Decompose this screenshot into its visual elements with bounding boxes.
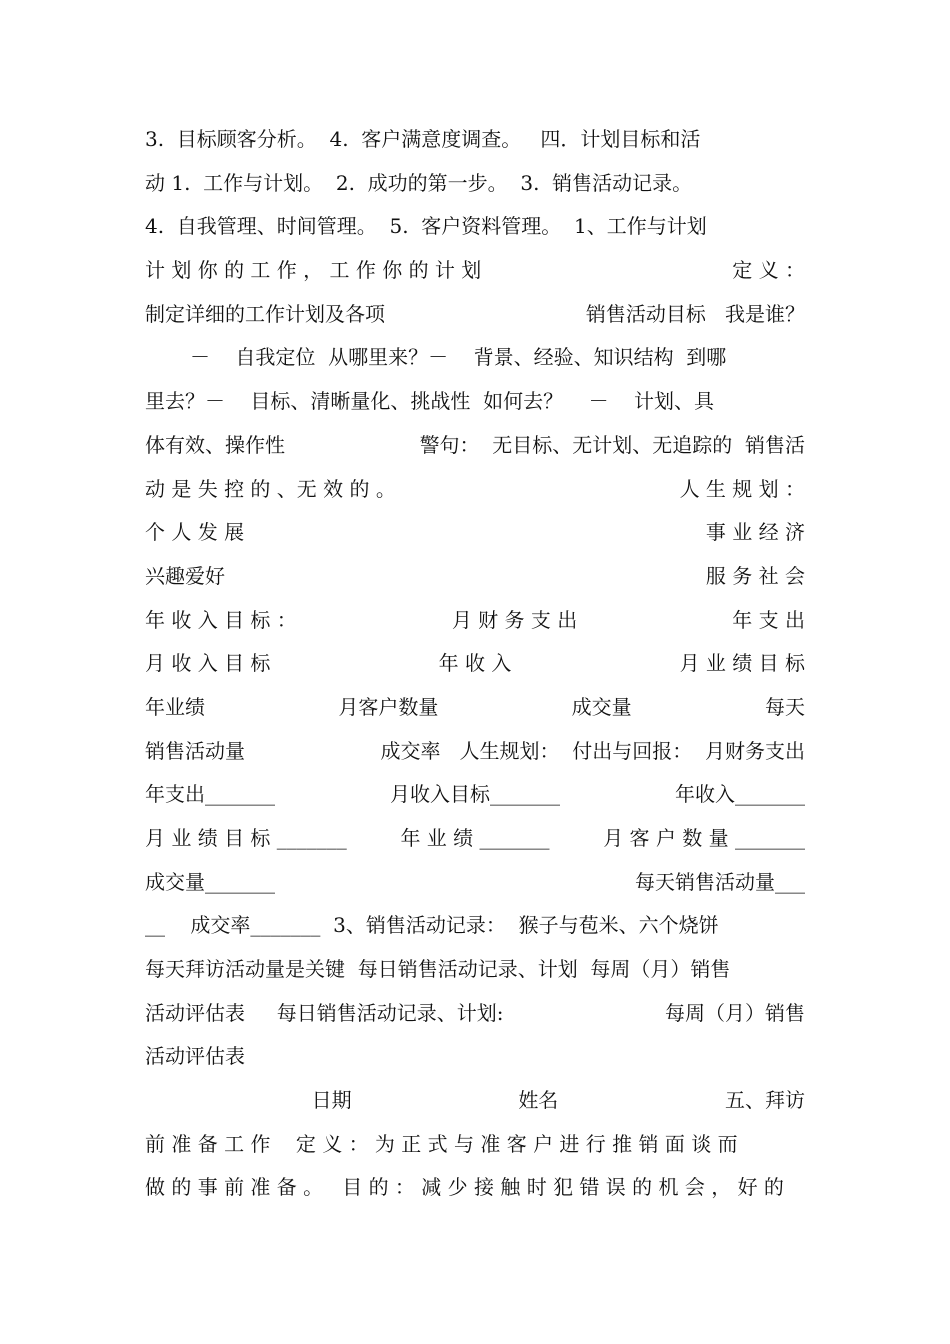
text-segment: 月客户数量	[338, 695, 439, 719]
text-segment: 4. 自我管理、时间管理。 5. 客户资料管理。 1、工作与计划	[145, 214, 707, 238]
text-segment: 销售活动量	[145, 739, 245, 763]
text-segment: 成交量_______	[145, 870, 275, 894]
text-segment: 年 收 入 目 标 ：	[145, 608, 297, 632]
text-segment: 3. 目标顾客分析。 4. 客户满意度调查。 四．计划目标和活	[145, 127, 701, 151]
text-segment: 每天拜访活动量是关键 每日销售活动记录、计划 每周（月）销售	[145, 957, 731, 981]
text-line	[145, 1172, 805, 1202]
text-segment: 姓名	[518, 1088, 559, 1112]
text-segment: 成交量	[571, 695, 632, 719]
text-segment: 里去？－ 目标、清晰量化、挑战性 如何去？ － 计划、具	[145, 389, 715, 413]
text-segment: 活动评估表	[145, 1044, 245, 1068]
text-segment: 年 业 绩 _______	[400, 826, 550, 850]
text-segment: － 自我定位 从哪里来？－ 背景、经验、知识结构 到哪	[190, 345, 727, 369]
text-segment: 月 财 务 支 出	[451, 608, 578, 632]
text-line	[145, 124, 805, 154]
text-segment: 动 是 失 控 的 、无 效 的 。	[145, 477, 396, 501]
text-segment: 年收入_______	[675, 782, 805, 806]
text-segment: 月 业 绩 目 标	[679, 651, 805, 675]
text-line	[145, 910, 805, 940]
text-segment: 月 业 绩 目 标 _______	[145, 826, 347, 850]
text-line	[145, 1085, 805, 1115]
text-segment: 五、拜访	[724, 1088, 805, 1112]
text-line	[145, 1041, 805, 1071]
text-segment: 每周（月）销售	[665, 1001, 805, 1025]
text-segment: 年业绩	[145, 695, 205, 719]
text-line	[145, 386, 805, 416]
text-line	[145, 517, 805, 547]
text-line	[145, 299, 805, 329]
text-segment: 个 人 发 展	[145, 520, 245, 544]
text-line	[145, 648, 805, 678]
text-segment: 警句： 无目标、无计划、无追踪的 销售活	[419, 433, 805, 457]
text-segment: 定 义 ：	[732, 258, 805, 282]
text-segment: 人 生 规 划 ：	[679, 477, 805, 501]
text-segment: 兴趣爱好	[145, 564, 225, 588]
text-segment: 前 准 备 工 作 定 义 ： 为 正 式 与 准 客 户 进 行 推 销 面 谈 而	[145, 1132, 738, 1156]
text-segment: 事 业 经 济	[705, 520, 805, 544]
text-line	[145, 823, 805, 853]
text-line	[145, 474, 805, 504]
text-line	[145, 692, 805, 722]
text-line	[145, 998, 805, 1028]
text-line	[145, 867, 805, 897]
text-segment: 成交率 人生规划： 付出与回报： 月财务支出	[380, 739, 805, 763]
text-segment: 年支出_______	[145, 782, 275, 806]
text-line	[145, 605, 805, 635]
text-line	[145, 211, 805, 241]
text-line	[145, 779, 805, 809]
text-segment: 月 收 入 目 标	[145, 651, 271, 675]
text-segment: 每天销售活动量___	[635, 870, 805, 894]
text-line	[145, 168, 805, 198]
text-segment: 体有效、操作性	[145, 433, 285, 457]
text-segment: 销售活动目标 我是谁？	[585, 302, 805, 326]
text-line	[145, 736, 805, 766]
text-segment: 制定详细的工作计划及各项	[145, 302, 385, 326]
text-segment: 日期	[311, 1088, 352, 1112]
text-segment: 年 收 入	[438, 651, 512, 675]
text-line	[145, 255, 805, 285]
text-segment: 做 的 事 前 准 备 。 目 的 ： 减 少 接 触 时 犯 错 误 的 机 会 ， 好 的	[145, 1175, 784, 1199]
text-line	[145, 1129, 805, 1159]
text-segment: __ 成交率_______ 3、销售活动记录： 猴子与苞米、六个烧饼	[145, 913, 719, 937]
text-segment: 服 务 社 会	[705, 564, 805, 588]
text-line	[145, 561, 805, 591]
text-segment: 年 支 出	[732, 608, 805, 632]
text-segment: 计 划 你 的 工 作 ， 工 作 你 的 计 划	[145, 258, 482, 282]
text-line	[145, 430, 805, 460]
text-segment: 动 1. 工作与计划。 2. 成功的第一步。 3. 销售活动记录。	[145, 171, 693, 195]
text-line	[145, 954, 805, 984]
text-segment: 活动评估表 每日销售活动记录、计划:	[145, 1001, 504, 1025]
text-segment: 月 客 户 数 量 _______	[603, 826, 805, 850]
text-segment: 每天	[764, 695, 805, 719]
text-line	[190, 342, 805, 372]
text-segment: 月收入目标_______	[390, 782, 560, 806]
